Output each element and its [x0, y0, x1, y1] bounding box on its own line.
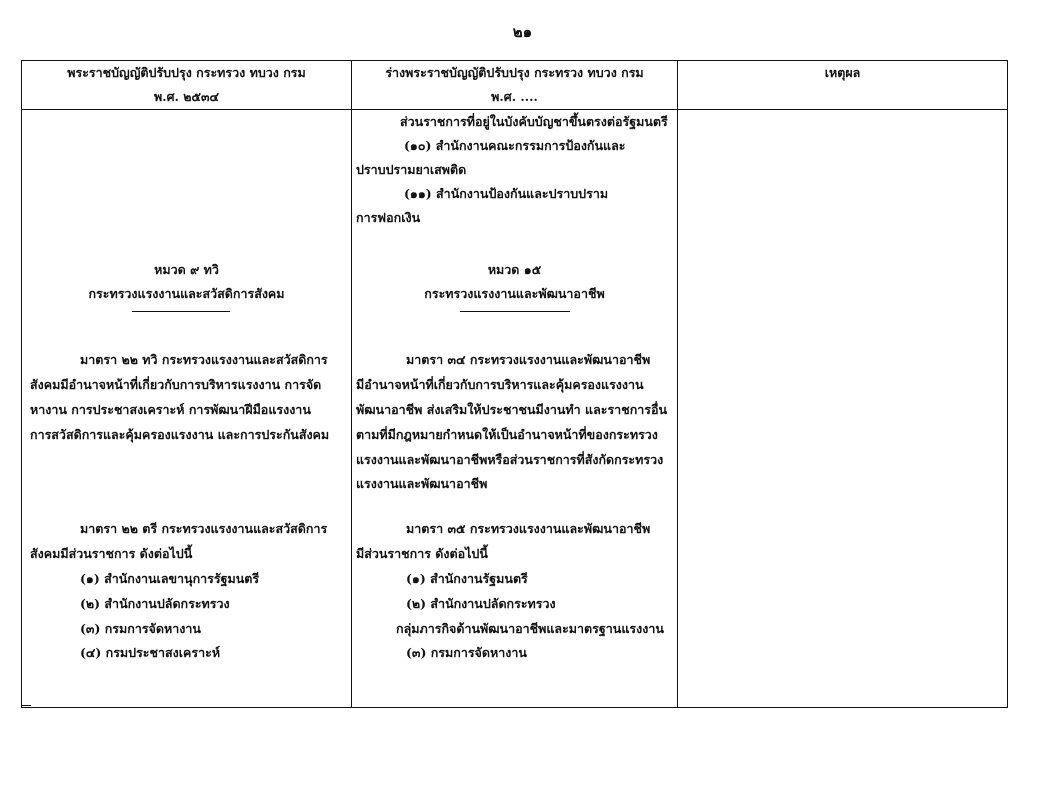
header-col1	[22, 61, 351, 109]
section-line: มาตรา ๒๒ ตรี กระทรวงแรงงานและสวัสดิการ	[80, 521, 328, 536]
section-line: มาตรา ๓๔ กระทรวงแรงงานและพัฒนาอาชีพ	[406, 352, 651, 367]
column-current-law	[22, 110, 351, 707]
section-line: ตามที่มีกฎหมายกำหนดให้เป็นอำนาจหน้าที่ของกระทรวง	[356, 427, 658, 442]
section-line: มาตรา ๓๕ กระทรวงแรงงานและพัฒนาอาชีพ	[406, 521, 651, 536]
section-line: สังคมมีส่วนราชการ ดังต่อไปนี้	[30, 546, 193, 561]
chapter-name: กระทรวงแรงงานและสวัสดิการสังคม	[88, 286, 285, 301]
list-item: (๑) สำนักงานรัฐมนตรี	[406, 571, 528, 586]
chapter-title: หมวด ๑๕	[487, 262, 542, 277]
header-col2-line1: ร่างพระราชบัญญัติปรับปรุง กระทรวง ทบวง กรม	[385, 65, 644, 80]
header-col2-line2: พ.ศ. ....	[491, 89, 538, 104]
chapter-underline	[460, 311, 570, 312]
section-line: แรงงานและพัฒนาอาชีพ	[356, 476, 488, 491]
column-reasons	[678, 110, 1007, 707]
header-col3-line1: เหตุผล	[824, 65, 861, 80]
section-line: หางาน การประชาสงเคราะห์ การพัฒนาฝีมือแรงงาน	[30, 402, 311, 417]
chapter-name: กระทรวงแรงงานและพัฒนาอาชีพ	[424, 286, 605, 301]
corner-mark	[21, 705, 31, 706]
section-line: มีส่วนราชการ ดังต่อไปนี้	[356, 546, 488, 561]
section-line: มีอำนาจหน้าที่เกี่ยวกับการบริหารและคุ้มครองแรงงาน	[356, 377, 644, 392]
column-draft-law	[352, 110, 677, 707]
header-col2	[352, 61, 677, 109]
chapter-underline	[132, 311, 230, 312]
section-line: แรงงานและพัฒนาอาชีพหรือส่วนราชการที่สังกัดกระทรวง	[356, 452, 664, 467]
text-line: (๑๐) สำนักงานคณะกรรมการป้องกันและ	[404, 138, 626, 153]
list-item: กลุ่มภารกิจด้านพัฒนาอาชีพและมาตรฐานแรงงาน	[396, 621, 664, 636]
chapter-title: หมวด ๙ ทวิ	[154, 262, 219, 277]
list-item: (๑) สำนักงานเลขานุการรัฐมนตรี	[80, 571, 260, 586]
list-item: (๓) กรมการจัดหางาน	[80, 621, 201, 636]
text-line: ส่วนราชการที่อยู่ในบังคับบัญชาขึ้นตรงต่อรัฐมนตรี	[400, 114, 668, 129]
comparison-table	[21, 60, 1008, 708]
header-col1-line1: พระราชบัญญัติปรับปรุง กระทรวง ทบวง กรม	[67, 65, 306, 80]
section-line: พัฒนาอาชีพ ส่งเสริมให้ประชาชนมีงานทำ และราชการอื่น	[356, 402, 668, 417]
list-item: (๓) กรมการจัดหางาน	[406, 645, 527, 660]
section-line: สังคมมีอำนาจหน้าที่เกี่ยวกับการบริหารแรงงาน การจัด	[30, 377, 322, 392]
text-line: ปราบปรามยาเสพติด	[356, 162, 467, 177]
text-line: การฟอกเงิน	[356, 210, 421, 225]
section-line: มาตรา ๒๒ ทวิ กระทรวงแรงงานและสวัสดิการ	[80, 352, 328, 367]
header-col3	[678, 61, 1007, 109]
section-line: การสวัสดิการและคุ้มครองแรงงาน และการประกันสังคม	[30, 427, 330, 442]
list-item: (๔) กรมประชาสงเคราะห์	[80, 645, 221, 660]
list-item: (๒) สำนักงานปลัดกระทรวง	[80, 596, 230, 611]
list-item: (๒) สำนักงานปลัดกระทรวง	[406, 596, 556, 611]
header-col1-line2: พ.ศ. ๒๕๓๔	[154, 89, 219, 104]
text-line: (๑๑) สำนักงานป้องกันและปราบปราม	[404, 186, 609, 201]
page-number: ๒๑	[512, 23, 533, 41]
